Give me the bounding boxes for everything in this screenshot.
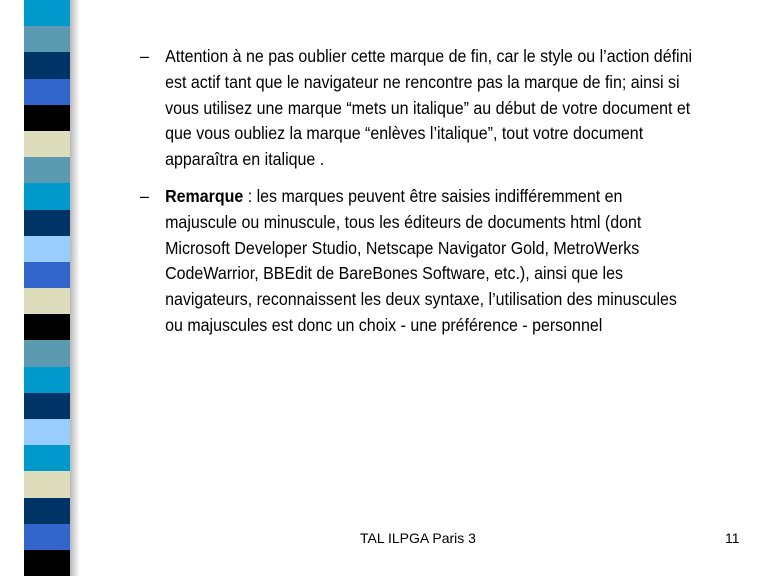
slide-footer: TAL ILPGA Paris 3 (360, 530, 476, 546)
band-stripe (24, 210, 70, 236)
band-stripe (24, 236, 70, 262)
band-stripe (24, 367, 70, 393)
bullet-text: : les marques peuvent être saisies indifféremment en majuscule ou minuscule, tous les éditeurs de documents html (dont Microsoft Developer Studio, Netscape Navigator Gold, MetroWerks CodeWarrior, BBEdit de BareBones Software, etc.), ainsi que les navigateurs, reconnaissent les deux syntaxe, l’utilisation des minuscules ou majuscules est donc un choix - une préférence - personnel (165, 185, 677, 335)
bullet-item-2 (140, 184, 698, 339)
band-stripe (24, 340, 70, 366)
bullet-bold-lead: Remarque (165, 185, 244, 206)
band-stripe (24, 262, 70, 288)
band-shadow (70, 0, 80, 576)
band-stripe (24, 445, 70, 471)
band-stripe (24, 471, 70, 497)
band-stripe (24, 52, 70, 78)
page-number: 11 (725, 530, 740, 546)
band-stripe (24, 0, 70, 26)
band-stripe (24, 524, 70, 550)
band-stripe (24, 498, 70, 524)
bullet-item-1 (140, 44, 698, 173)
decorative-stripe-band (24, 0, 70, 576)
band-stripe (24, 393, 70, 419)
band-stripe (24, 183, 70, 209)
slide-content (140, 44, 698, 350)
band-stripe (24, 131, 70, 157)
band-stripe (24, 105, 70, 131)
band-stripe (24, 314, 70, 340)
band-stripe (24, 419, 70, 445)
band-stripe (24, 550, 70, 576)
bullet-dash: – (140, 46, 149, 66)
bullet-dash: – (140, 185, 149, 206)
band-stripe (24, 288, 70, 314)
band-stripe (24, 157, 70, 183)
band-stripe (24, 26, 70, 52)
band-stripe (24, 79, 70, 105)
bullet-text: Attention à ne pas oublier cette marque de fin, car le style ou l’action défini est actif tant que le navigateur ne rencontre pas la marque de fin; ainsi si vous utilisez une marque “mets un italique” au début de votre document et que vous oubliez la marque “enlèves l’italique”, tout votre document apparaîtra en italique . (165, 46, 693, 170)
